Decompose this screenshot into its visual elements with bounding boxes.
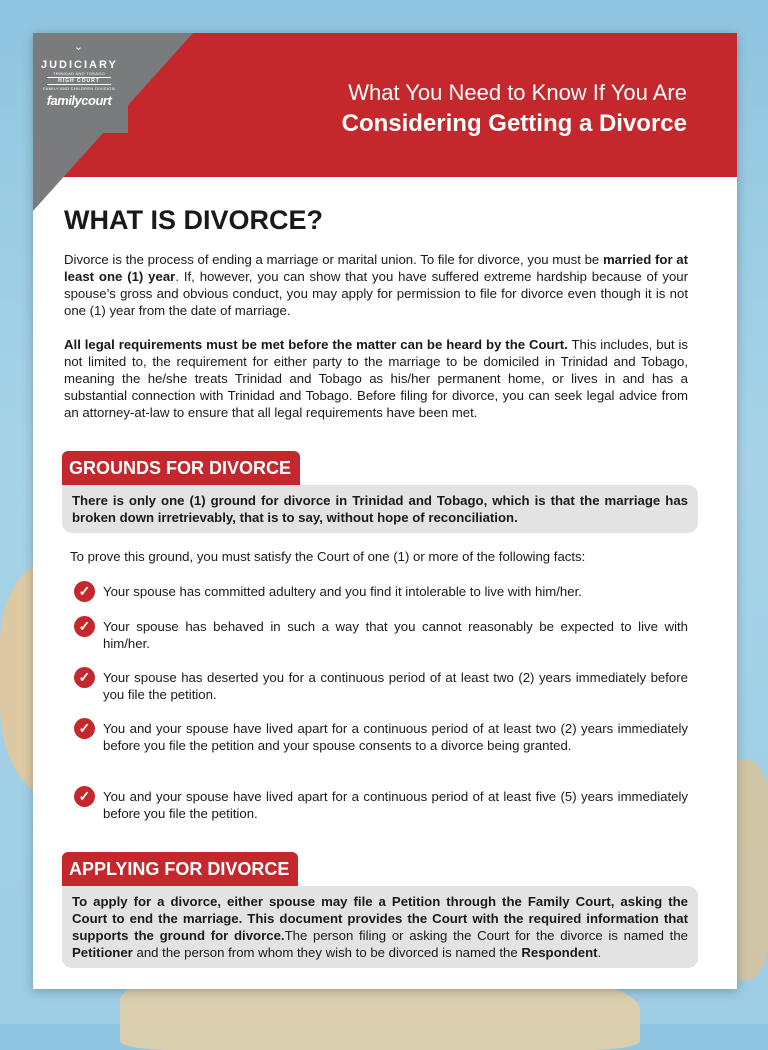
section-title-what-is-divorce: WHAT IS DIVORCE?	[64, 205, 323, 235]
text: .	[597, 945, 602, 960]
paragraph-definition	[64, 251, 688, 319]
fact-text: Your spouse has behaved in such a way that you cannot reasonably be expected to live with him/her.	[103, 619, 688, 651]
list-item	[74, 786, 688, 822]
fact-text: Your spouse has deserted you for a continuous period of at least two (2) years immediately before you file the petition.	[103, 670, 688, 702]
bold-text: All legal requirements must be met before the matter can be heard by the Court.	[64, 337, 568, 352]
text: The person filing or asking the Court for the divorce is named the	[284, 928, 688, 943]
logo-high-court: HIGH COURT	[47, 77, 111, 85]
bold-text: married for at least one (1) year	[64, 252, 688, 284]
bold-text: through the Family Court, asking the Court to end the marriage. This document provides the Court with the required information that supports the ground for divorce.	[72, 894, 688, 943]
applying-box	[62, 886, 698, 968]
logo-division: FAMILY AND CHILDREN DIVISION	[43, 86, 115, 91]
brochure-page	[33, 33, 737, 989]
checkmark-icon: ✓	[74, 667, 95, 688]
section-title-grounds: GROUNDS FOR DIVORCE	[62, 451, 300, 485]
text: and the person from whom they wish to be divorced is named the	[132, 945, 522, 960]
checkmark-icon: ✓	[74, 718, 95, 739]
term-petition: Petition	[391, 894, 441, 909]
term-respondent: Respondent	[521, 945, 598, 960]
paragraph-requirements	[64, 336, 688, 421]
list-item	[74, 667, 688, 703]
judiciary-logo	[41, 41, 117, 108]
list-item	[74, 616, 688, 652]
term-petitioner: Petitioner	[72, 945, 133, 960]
list-item	[74, 718, 688, 754]
text: . If, however, you can show that you have suffered extreme hardship because of your spouse’s gross and obvious conduct, you may apply for permission to file for divorce even though it is not one (1) year from the date of marriage.	[64, 269, 689, 318]
checkmark-icon: ✓	[74, 786, 95, 807]
fact-text: You and your spouse have lived apart for a continuous period of at least five (5) years immediately before you file the petition.	[103, 789, 688, 821]
logo-judiciary: JUDICIARY	[41, 59, 118, 71]
grounds-summary-box: There is only one (1) ground for divorce in Trinidad and Tobago, which is that the marriage has broken down irretrievably, that is to say, without hope of reconciliation.	[62, 485, 698, 533]
bold-text: To apply for a divorce, either spouse may file a	[72, 894, 392, 909]
crest-icon: ⌄	[73, 41, 85, 53]
fact-text: You and your spouse have lived apart for a continuous period of at least two (2) years immediately before you file the petition and your spouse consents to a divorce being granted.	[103, 721, 688, 753]
checkmark-icon: ✓	[74, 616, 95, 637]
logo-familycourt: familycourt	[46, 93, 112, 108]
facts-intro: To prove this ground, you must satisfy the Court of one (1) or more of the following facts:	[70, 549, 586, 564]
fact-text: Your spouse has committed adultery and you find it intolerable to live with him/her.	[103, 584, 582, 599]
header-subtitle: What You Need to Know If You Are	[348, 80, 687, 105]
logo-country: TRINIDAD AND TOBAGO	[52, 71, 105, 76]
text: This includes, but is not limited to, the requirement for either party to the marriage to be domiciled in Trinidad and Tobago, meaning the he/she treats Trinidad and Tobago as his/her permanent home, or lives in and has a substantial connection with Trinidad and Tobago. Before filing for divorce, you can seek legal advice from an attorney-at-law to ensure that all legal requirements have been met.	[64, 337, 688, 420]
text: Divorce is the process of ending a marriage or marital union. To file for divorce, you must be	[64, 252, 603, 267]
header-title: Considering Getting a Divorce	[341, 110, 687, 137]
list-item	[74, 581, 688, 602]
checkmark-icon: ✓	[74, 581, 95, 602]
section-title-applying: APPLYING FOR DIVORCE	[62, 852, 298, 886]
